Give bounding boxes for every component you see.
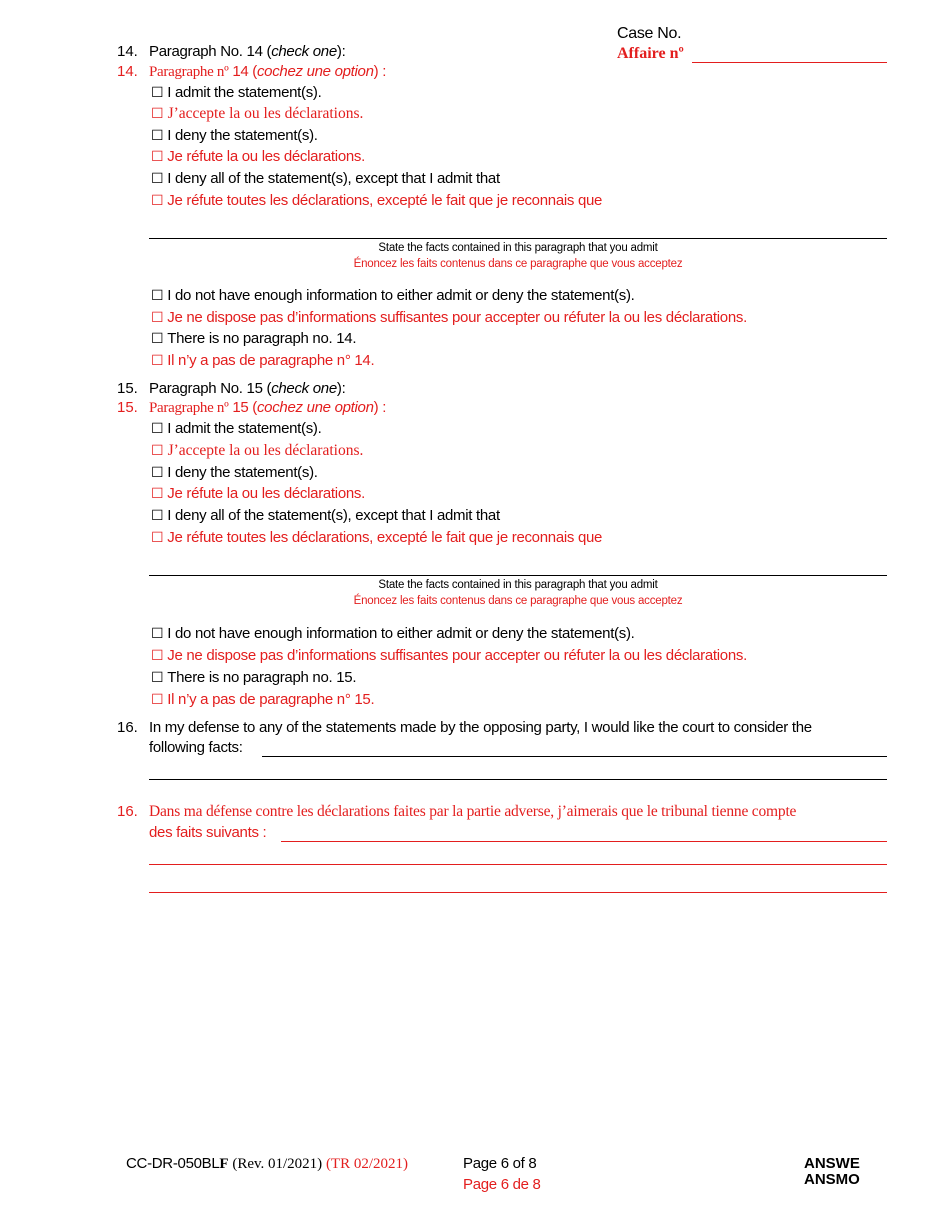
form-number: CC-DR-050BLF (Rev. 01/2021) (TR 02/2021) xyxy=(126,1155,409,1172)
p16-facts-field-fr-2[interactable] xyxy=(149,864,887,865)
p15-option-deny-en[interactable]: ☐ I deny the statement(s). xyxy=(151,464,318,481)
p16-facts-field-en-2[interactable] xyxy=(149,779,887,780)
p15-option-admit-fr[interactable]: ☐ J’accepte la ou les déclarations. xyxy=(151,442,364,459)
p15-title-fr: Paragraphe nº 15 (cochez une option) : xyxy=(149,399,387,416)
form-title-en: ANSWE xyxy=(804,1155,860,1172)
p15-facts-caption-en: State the facts contained in this paragraph that you admit xyxy=(378,579,658,591)
p15-title-en: Paragraph No. 15 (check one): xyxy=(149,380,346,397)
p14-option-none-en[interactable]: ☐ There is no paragraph no. 14. xyxy=(151,330,357,347)
p14-facts-caption-en: State the facts contained in this paragraph that you admit xyxy=(378,242,658,254)
p14-option-info-fr[interactable]: ☐ Je ne dispose pas d’informations suffisantes pour accepter ou réfuter la ou les déclarations. xyxy=(151,309,747,326)
checkbox-icon[interactable]: ☐ xyxy=(151,128,164,144)
page-number-fr: Page 6 de 8 xyxy=(463,1176,541,1193)
p15-option-except-fr[interactable]: ☐ Je réfute toutes les déclarations, excepté le fait que je reconnais que xyxy=(151,529,603,546)
checkbox-icon[interactable]: ☐ xyxy=(151,648,164,664)
checkbox-icon[interactable]: ☐ xyxy=(151,310,164,326)
affaire-no-label: Affaire nº xyxy=(617,45,684,62)
p14-option-deny-en[interactable]: ☐ I deny the statement(s). xyxy=(151,127,318,144)
p15-option-deny-fr[interactable]: ☐ Je réfute la ou les déclarations. xyxy=(151,485,365,502)
case-number-field[interactable] xyxy=(692,62,887,63)
p15-facts-caption-fr: Énoncez les faits contenus dans ce paragraphe que vous acceptez xyxy=(353,595,683,607)
p14-number-fr: 14. xyxy=(117,63,138,80)
p15-facts-field[interactable] xyxy=(149,575,887,576)
p16-number-en: 16. xyxy=(117,719,138,736)
page-number-en: Page 6 of 8 xyxy=(463,1155,537,1172)
p16-facts-field-en-1[interactable] xyxy=(262,756,887,757)
p15-option-info-fr[interactable]: ☐ Je ne dispose pas d’informations suffisantes pour accepter ou réfuter la ou les déclarations. xyxy=(151,647,747,664)
form-title-fr: ANSMO xyxy=(804,1171,860,1188)
checkbox-icon[interactable]: ☐ xyxy=(151,508,164,524)
p14-option-deny-fr[interactable]: ☐ Je réfute la ou les déclarations. xyxy=(151,148,365,165)
p14-option-admit-en[interactable]: ☐ I admit the statement(s). xyxy=(151,84,322,101)
checkbox-icon[interactable]: ☐ xyxy=(151,486,164,502)
p16-text-en-line2: following facts: xyxy=(149,739,243,756)
checkbox-icon[interactable]: ☐ xyxy=(151,626,164,642)
p15-option-admit-en[interactable]: ☐ I admit the statement(s). xyxy=(151,420,322,437)
p16-text-fr-line2: des faits suivants : xyxy=(149,824,267,841)
checkbox-icon[interactable]: ☐ xyxy=(151,331,164,347)
p14-title-en: Paragraph No. 14 (check one): xyxy=(149,43,346,60)
p14-title-fr: Paragraphe nº 14 (cochez une option) : xyxy=(149,63,387,80)
p15-option-info-en[interactable]: ☐ I do not have enough information to either admit or deny the statement(s). xyxy=(151,625,635,642)
checkbox-icon[interactable]: ☐ xyxy=(151,465,164,481)
checkbox-icon[interactable]: ☐ xyxy=(151,421,164,437)
p16-facts-field-fr-3[interactable] xyxy=(149,892,887,893)
p16-facts-field-fr-1[interactable] xyxy=(281,841,887,842)
checkbox-icon[interactable]: ☐ xyxy=(151,670,164,686)
checkbox-icon[interactable]: ☐ xyxy=(151,85,164,101)
case-no-label: Case No. xyxy=(617,25,682,42)
p14-facts-caption-fr: Énoncez les faits contenus dans ce paragraphe que vous acceptez xyxy=(353,258,683,270)
checkbox-icon[interactable]: ☐ xyxy=(151,171,164,187)
p15-option-none-en[interactable]: ☐ There is no paragraph no. 15. xyxy=(151,669,357,686)
p15-number-fr: 15. xyxy=(117,399,138,416)
p14-option-none-fr[interactable]: ☐ Il n’y a pas de paragraphe n° 14. xyxy=(151,352,375,369)
checkbox-icon[interactable]: ☐ xyxy=(151,692,164,708)
checkbox-icon[interactable]: ☐ xyxy=(151,149,164,165)
p14-option-info-en[interactable]: ☐ I do not have enough information to either admit or deny the statement(s). xyxy=(151,287,635,304)
checkbox-icon[interactable]: ☐ xyxy=(151,288,164,304)
p15-option-none-fr[interactable]: ☐ Il n’y a pas de paragraphe n° 15. xyxy=(151,691,375,708)
checkbox-icon[interactable]: ☐ xyxy=(151,353,164,369)
p16-number-fr: 16. xyxy=(117,803,138,820)
checkbox-icon[interactable]: ☐ xyxy=(151,443,164,459)
p16-text-en-line1: In my defense to any of the statements made by the opposing party, I would like the court to consider the xyxy=(149,719,812,736)
p16-text-fr-line1: Dans ma défense contre les déclarations faites par la partie adverse, j’aimerais que le tribunal tienne compte xyxy=(149,803,797,820)
checkbox-icon[interactable]: ☐ xyxy=(151,106,164,122)
p14-facts-field[interactable] xyxy=(149,238,887,239)
p14-option-except-en[interactable]: ☐ I deny all of the statement(s), except that I admit that xyxy=(151,170,500,187)
checkbox-icon[interactable]: ☐ xyxy=(151,530,164,546)
p15-number-en: 15. xyxy=(117,380,138,397)
p14-option-admit-fr[interactable]: ☐ J’accepte la ou les déclarations. xyxy=(151,105,364,122)
p14-number-en: 14. xyxy=(117,43,138,60)
p14-option-except-fr[interactable]: ☐ Je réfute toutes les déclarations, excepté le fait que je reconnais que xyxy=(151,192,603,209)
p15-option-except-en[interactable]: ☐ I deny all of the statement(s), except that I admit that xyxy=(151,507,500,524)
checkbox-icon[interactable]: ☐ xyxy=(151,193,164,209)
